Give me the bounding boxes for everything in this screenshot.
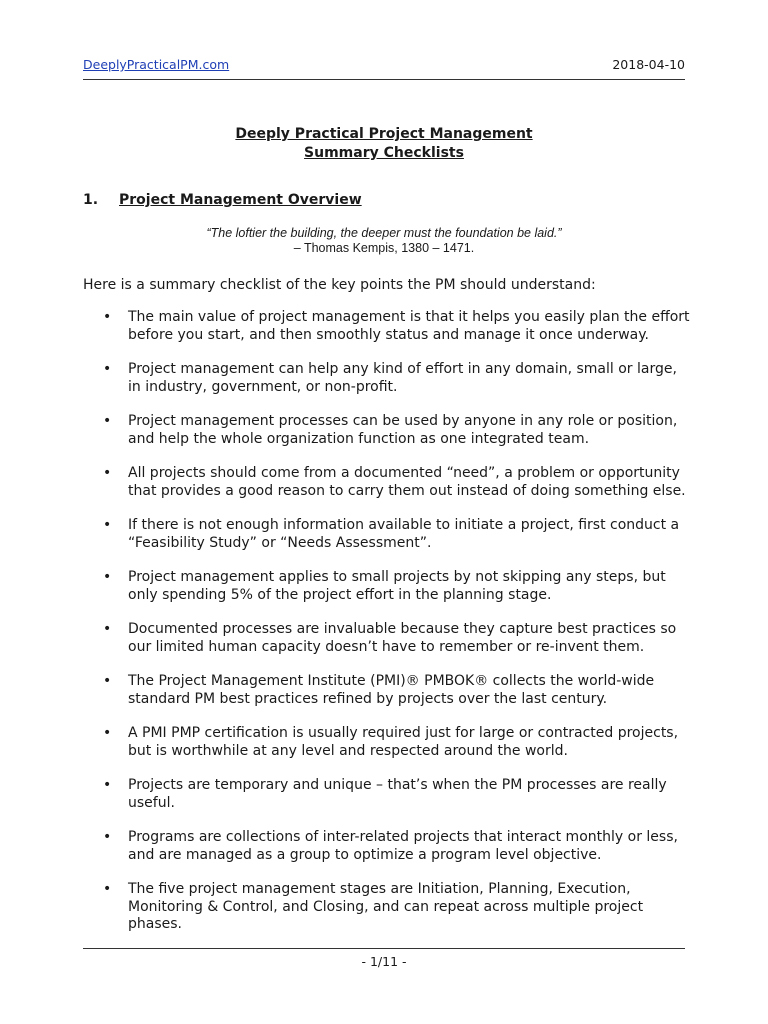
list-item [83,517,693,552]
bullet-icon: • [103,829,112,845]
document-title [0,125,768,163]
bullet-icon: • [103,777,112,793]
list-item [83,829,693,864]
bullet-icon: • [103,413,112,429]
list-item-text: The main value of project management is that it helps you easily plan the effort before you start, and then smoothly status and manage it once underway. [128,309,690,343]
list-item-text: All projects should come from a documented “need”, a problem or opportunity that provides a good reason to carry them out instead of doing something else. [128,465,686,499]
list-item-text: Projects are temporary and unique – that’s when the PM processes are really useful. [128,777,667,811]
bullet-icon: • [103,881,112,897]
title-line-2: Summary Checklists [304,145,464,161]
bullet-icon: • [103,569,112,585]
quote-attribution: – Thomas Kempis, 1380 – 1471. [293,241,475,255]
bullet-icon: • [103,309,112,325]
list-item-text: The Project Management Institute (PMI)® PMBOK® collects the world-wide standard PM best practices refined by projects over the last century. [128,673,655,707]
checklist-bullets [83,309,693,951]
bullet-icon: • [103,517,112,533]
list-item [83,569,693,604]
list-item [83,725,693,760]
quote-text: “The loftier the building, the deeper must the foundation be laid.” [206,226,562,240]
list-item-text: Documented processes are invaluable because they capture best practices so our limited human capacity doesn’t have to remember or re-invent them. [128,621,677,655]
page-footer [83,948,685,969]
bullet-icon: • [103,361,112,377]
list-item [83,673,693,708]
section-heading [83,192,362,208]
intro-paragraph: Here is a summary checklist of the key points the PM should understand: [83,277,596,293]
list-item [83,361,693,396]
header-date: 2018-04-10 [612,57,685,72]
bullet-icon: • [103,465,112,481]
list-item [83,881,693,934]
list-item [83,465,693,500]
section-title: Project Management Overview [119,192,362,208]
bullet-icon: • [103,621,112,637]
section-number: 1. [83,192,99,208]
list-item [83,309,693,344]
site-link[interactable]: DeeplyPracticalPM.com [83,57,230,72]
page-number: - 1/11 - [361,954,407,969]
list-item-text: Project management can help any kind of effort in any domain, small or large, in industry, government, or non-profit. [128,361,677,395]
list-item-text: Project management applies to small projects by not skipping any steps, but only spending 5% of the project effort in the planning stage. [128,569,666,603]
list-item-text: If there is not enough information available to initiate a project, first conduct a “Feasibility Study” or “Needs Assessment”. [128,517,680,551]
list-item [83,413,693,448]
page-header [83,57,685,80]
list-item-text: A PMI PMP certification is usually required just for large or contracted projects, but is worthwhile at any level and respected around the world. [128,725,679,759]
title-line-1: Deeply Practical Project Management [235,126,533,142]
list-item [83,777,693,812]
list-item [83,621,693,656]
epigraph-quote [0,226,768,256]
list-item-text: Project management processes can be used by anyone in any role or position, and help the whole organization function as one integrated team. [128,413,678,447]
bullet-icon: • [103,673,112,689]
list-item-text: The five project management stages are Initiation, Planning, Execution, Monitoring & Control, and Closing, and can repeat across multiple project phases. [128,881,644,932]
list-item-text: Programs are collections of inter-related projects that interact monthly or less, and are managed as a group to optimize a program level objective. [128,829,678,863]
bullet-icon: • [103,725,112,741]
